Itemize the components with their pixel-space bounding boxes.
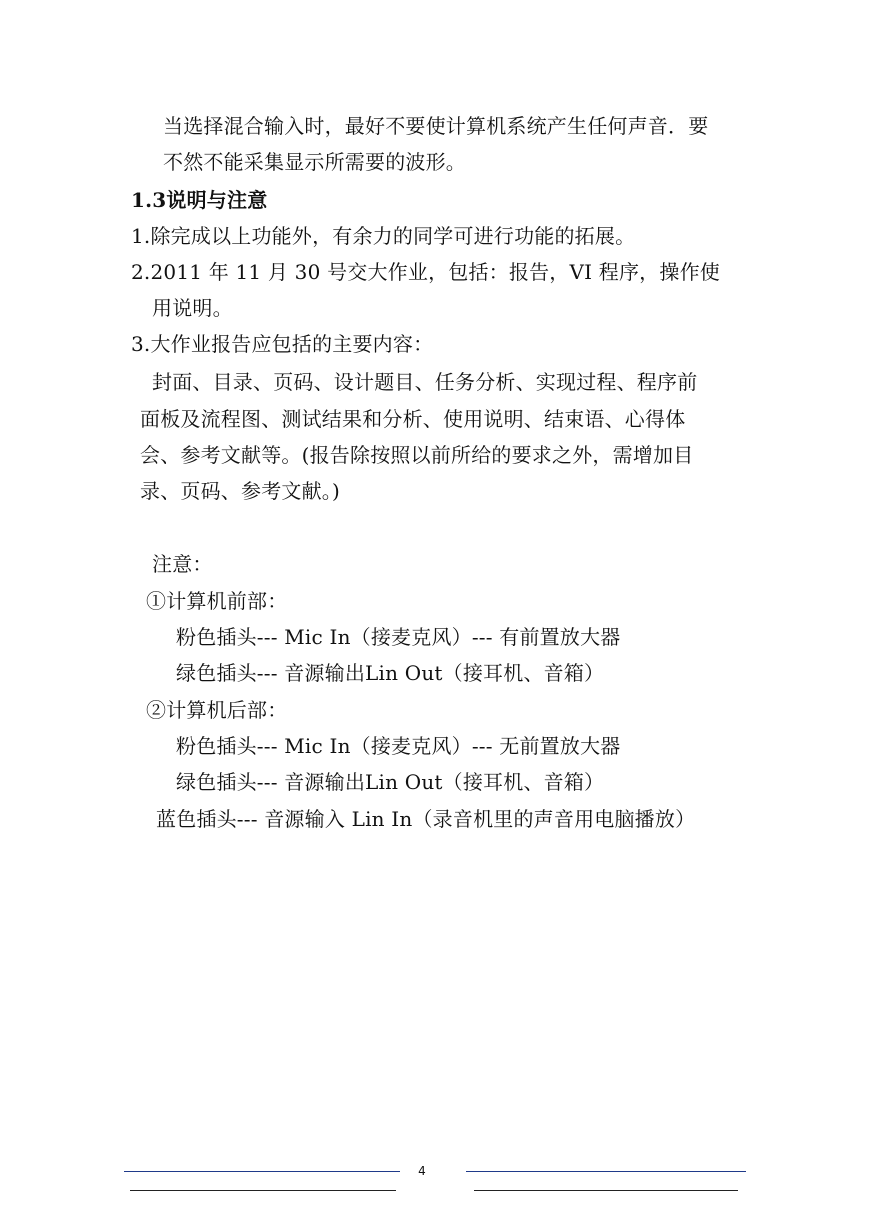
- note-line: 粉色插头--- Mic In（接麦克风）--- 无前置放大器: [176, 734, 621, 758]
- paragraph-line: 封面、目录、页码、设计题目、任务分析、实现过程、程序前: [152, 370, 698, 394]
- footer-rule-right-lower: [474, 1190, 738, 1191]
- list-item: 2.2011 年 11 月 30 号交大作业，包括：报告，VI 程序，操作使: [131, 260, 720, 284]
- footer-rule-left-upper: [124, 1171, 400, 1172]
- footer-rule-right-upper: [466, 1171, 746, 1172]
- section-heading: 1.3说明与注意: [131, 188, 268, 212]
- paragraph-line: 面板及流程图、测试结果和分析、使用说明、结束语、心得体: [140, 407, 686, 431]
- note-line: 绿色插头--- 音源输出Lin Out（接耳机、音箱）: [176, 770, 605, 794]
- note-line: 蓝色插头--- 音源输入 Lin In（录音机里的声音用电脑播放）: [156, 807, 696, 831]
- paragraph-line: 不然不能采集显示所需要的波形。: [163, 150, 466, 174]
- note-line: 粉色插头--- Mic In（接麦克风）--- 有前置放大器: [176, 625, 621, 649]
- note-title: 注意：: [152, 552, 213, 576]
- footer-rule-left-lower: [130, 1190, 396, 1191]
- note-line: 绿色插头--- 音源输出Lin Out（接耳机、音箱）: [176, 661, 605, 685]
- page-number: 4: [418, 1164, 426, 1178]
- paragraph-line: 录、页码、参考文献。): [140, 479, 341, 503]
- paragraph-line: 会、参考文献等。(报告除按照以前所给的要求之外，需增加目: [140, 443, 694, 467]
- list-item-continuation: 用说明。: [152, 296, 233, 320]
- list-item: 3.大作业报告应包括的主要内容：: [131, 332, 434, 356]
- note-subtitle: ②计算机后部：: [146, 698, 288, 722]
- note-subtitle: ①计算机前部：: [146, 589, 288, 613]
- list-item: 1.除完成以上功能外，有余力的同学可进行功能的拓展。: [131, 224, 636, 248]
- paragraph-line: 当选择混合输入时，最好不要使计算机系统产生任何声音．要: [163, 114, 709, 138]
